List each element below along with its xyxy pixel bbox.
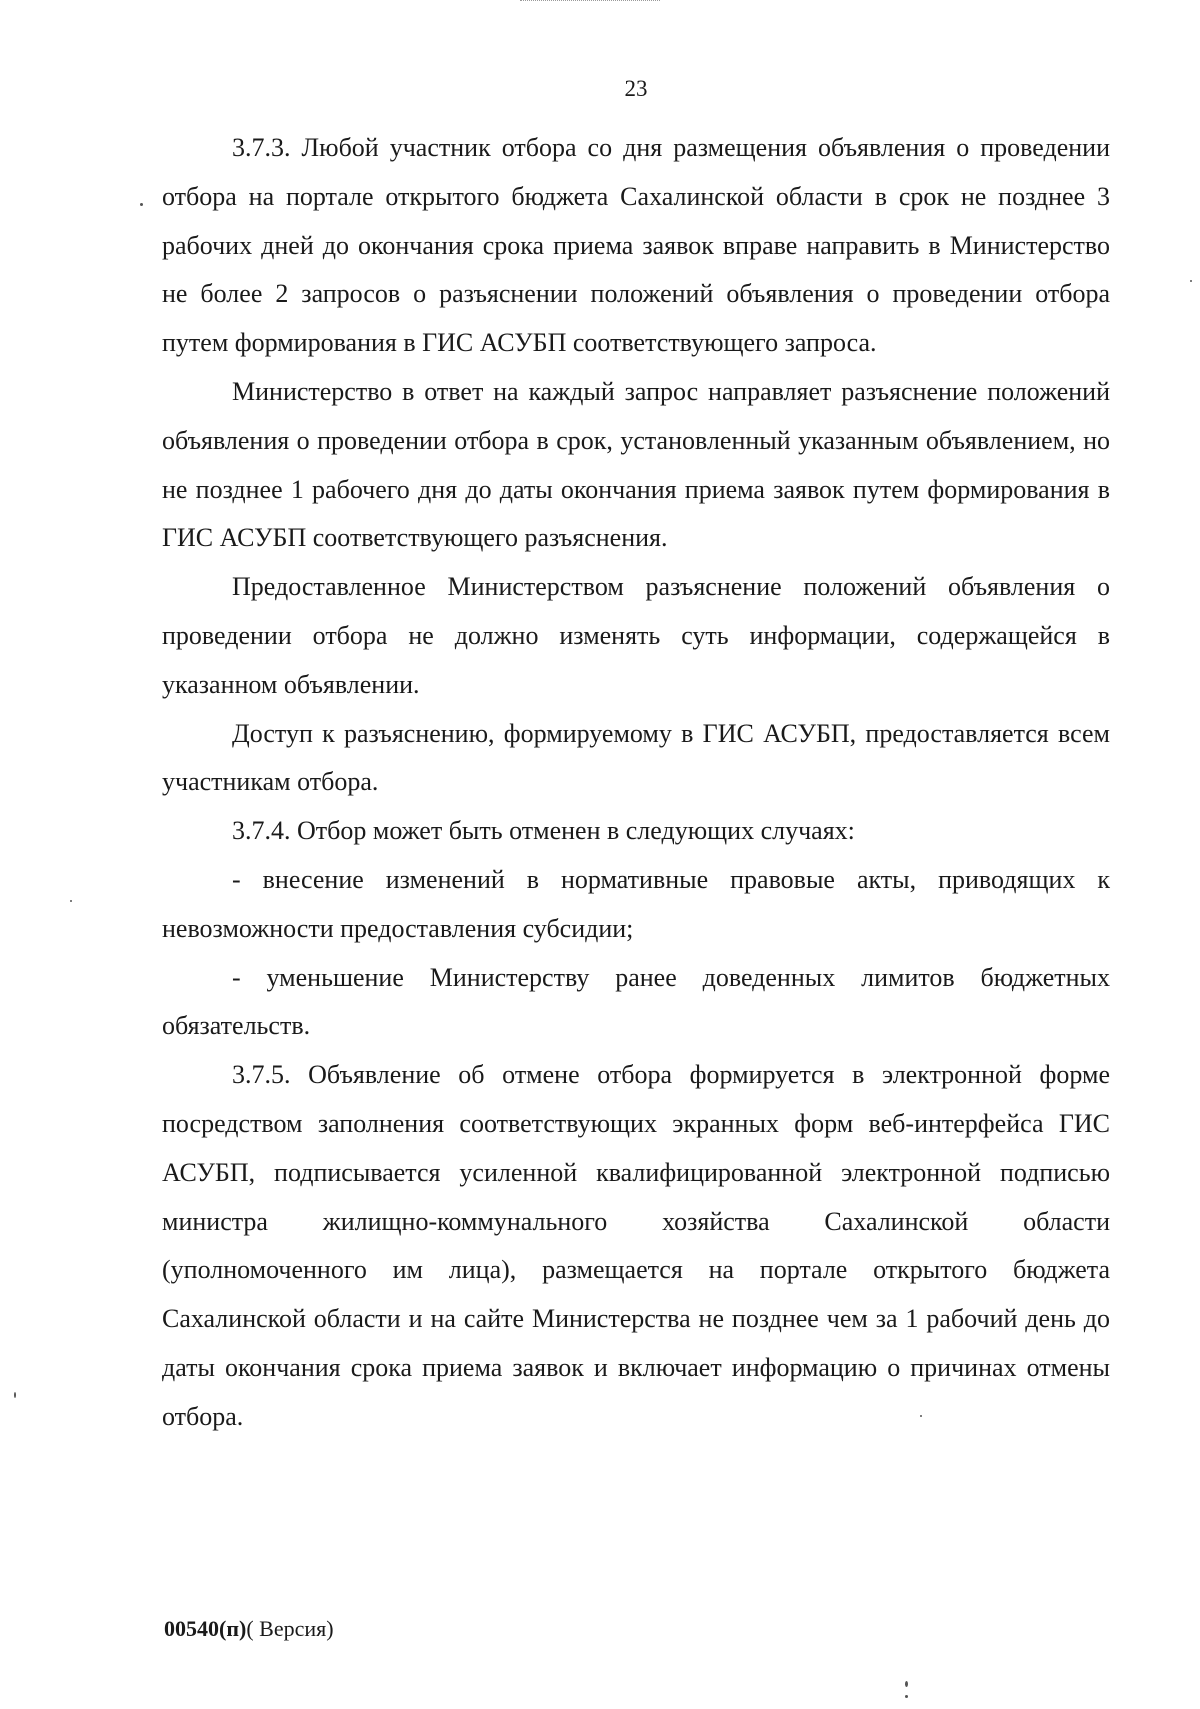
scan-speck	[920, 1415, 922, 1417]
paragraph-3-7-3: 3.7.3. Любой участник отбора со дня размещения объявления о проведении отбора на портале открытого бюджета Сахалинской области в срок не позднее 3 рабочих дней до окончания срока приема заявок вправе направить в Министерство не более 2 запросов о разъяснении положений объявления о проведении отбора путем формирования в ГИС АСУБП соответствующего запроса.	[162, 133, 1110, 358]
scan-speck	[905, 1681, 908, 1687]
scan-artifact-line	[520, 0, 660, 2]
paragraph-clarification-content: Предоставленное Министерством разъяснение положений объявления о проведении отбора не должно изменять суть информации, содержащейся в указанном объявлении.	[162, 572, 1110, 699]
document-version: ( Версия)	[246, 1616, 334, 1641]
scan-speck	[905, 1695, 908, 1698]
document-body	[162, 124, 1110, 1442]
document-code: 00540(п)	[164, 1616, 247, 1641]
scan-speck	[140, 203, 143, 206]
page-number: 23	[624, 76, 648, 101]
paragraph-ministry-response: Министерство в ответ на каждый запрос направляет разъяснение положений объявления о проведении отбора в срок, установленный указанным объявлением, но не позднее 1 рабочего дня до даты окончания приема заявок путем формирования в ГИС АСУБП соответствующего разъяснения.	[162, 376, 1110, 553]
paragraph-3-7-5: 3.7.5. Объявление об отмене отбора формируется в электронной форме посредством заполнения соответствующих экранных форм веб-интерфейса ГИС АСУБП, подписывается усиленной квалифицированной электронной подписью министра жилищно-коммунального хозяйства Сахалинской области (уполномоченного им лица), размещается на портале открытого бюджета Сахалинской области и на сайте Министерства не позднее чем за 1 рабочий день до даты окончания срока приема заявок и включает информацию о причинах отмены отбора.	[162, 1060, 1110, 1431]
paragraph-3-7-4: 3.7.4. Отбор может быть отменен в следующих случаях:	[232, 816, 855, 846]
scan-speck	[1190, 280, 1192, 282]
list-item-budget-reduction: - уменьшение Министерству ранее доведенных лимитов бюджетных обязательств.	[162, 962, 1110, 1041]
paragraph-clarification-access: Доступ к разъяснению, формируемому в ГИС АСУБП, предоставляется всем участникам отбора.	[162, 718, 1110, 797]
scan-speck	[70, 900, 72, 902]
scan-speck	[14, 1392, 16, 1398]
list-item-regulatory-changes: - внесение изменений в нормативные правовые акты, приводящих к невозможности предоставления субсидии;	[162, 864, 1110, 943]
document-footer	[164, 1616, 334, 1642]
